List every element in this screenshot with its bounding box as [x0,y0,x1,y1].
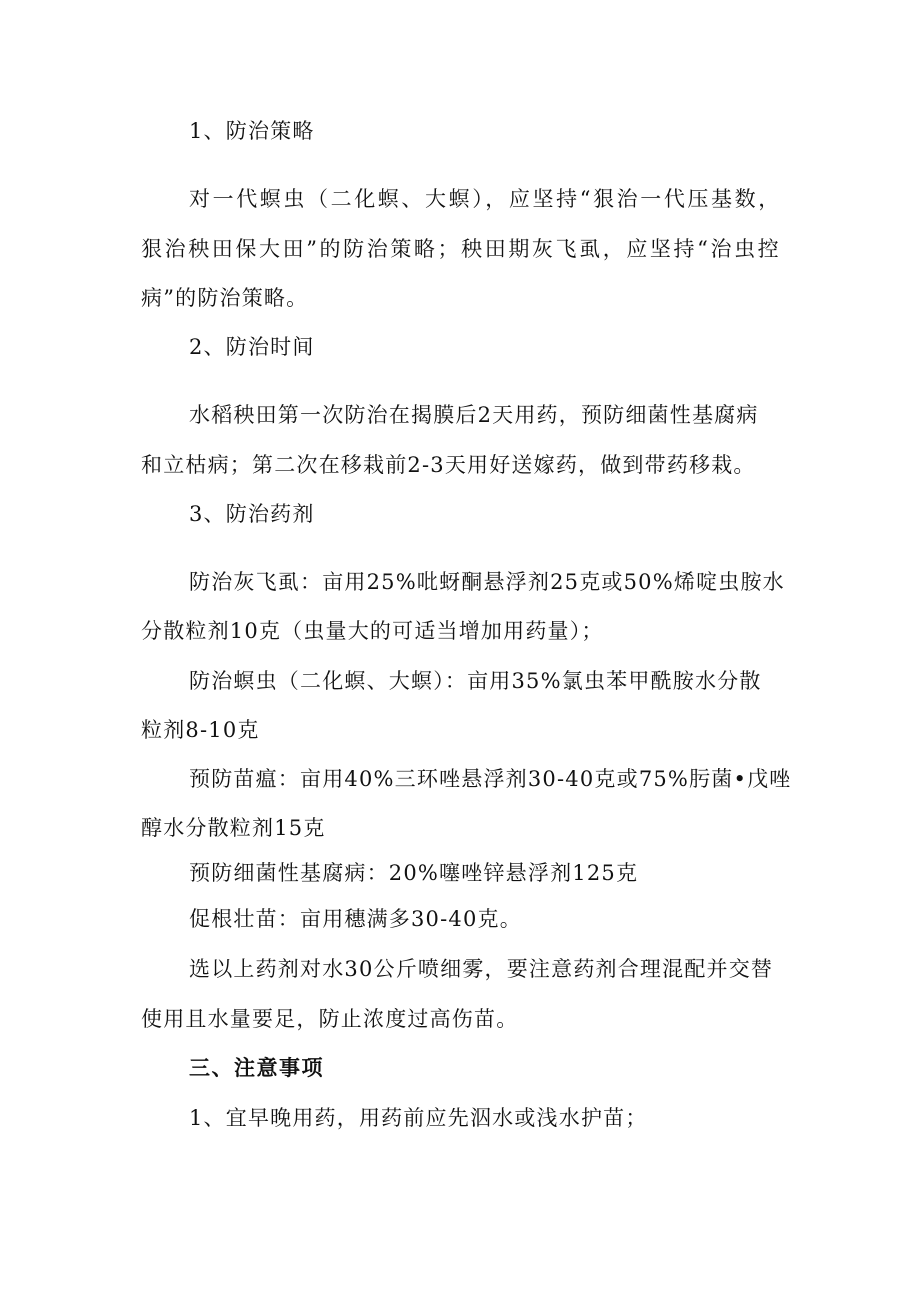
paragraph-timing-line-1: 水稻秧田第一次防治在揭膜后2天用药，预防细菌性基腐病 [189,403,759,427]
paragraph-basal-rot: 预防细菌性基腐病：20%噻唑锌悬浮剂125克 [189,861,639,885]
paragraph-planthopper-line-1: 防治灰飞虱：亩用25%吡蚜酮悬浮剂25克或50%烯啶虫胺水 [189,570,785,594]
paragraph-strategy-line-2: 狠治秧田保大田”的防治策略；秧田期灰飞虱，应坚持“治虫控 [141,237,782,261]
heading-timing: 2、防治时间 [189,335,315,359]
heading-strategy: 1、防治策略 [189,119,315,143]
paragraph-planthopper-line-2: 分散粒剂10克（虫量大的可适当增加用药量）； [141,619,604,643]
paragraph-precaution-1: 1、宜早晚用药，用药前应先泅水或浅水护苗； [189,1106,648,1130]
heading-precautions: 三、注意事项 [189,1056,324,1080]
paragraph-blast-line-1: 预防苗瘟：亩用40%三环唑悬浮剂30-40克或75%肟菌•戊唑 [189,767,792,791]
paragraph-strategy-line-1: 对一代螟虫（二化螟、大螟），应坚持“狠治一代压基数， [189,187,782,211]
paragraph-root-growth: 促根壮苗：亩用穗满多30-40克。 [189,907,522,931]
paragraph-borer-line-2: 粒剂8-10克 [141,718,260,742]
paragraph-borer-line-1: 防治螟虫（二化螟、大螟）：亩用35%氯虫苯甲酰胺水分散 [189,669,762,693]
paragraph-blast-line-2: 醇水分散粒剂15克 [141,816,326,840]
paragraph-strategy-line-3: 病”的防治策略。 [141,286,309,310]
paragraph-spray-line-1: 选以上药剂对水30公斤喷细雾，要注意药剂合理混配并交替 [189,957,774,981]
heading-pesticides: 3、防治药剂 [189,502,315,526]
paragraph-timing-line-2: 和立枯病；第二次在移栽前2-3天用好送嫁药，做到带药移栽。 [141,453,756,477]
paragraph-spray-line-2: 使用且水量要足，防止浓度过高伤苗。 [141,1007,519,1031]
